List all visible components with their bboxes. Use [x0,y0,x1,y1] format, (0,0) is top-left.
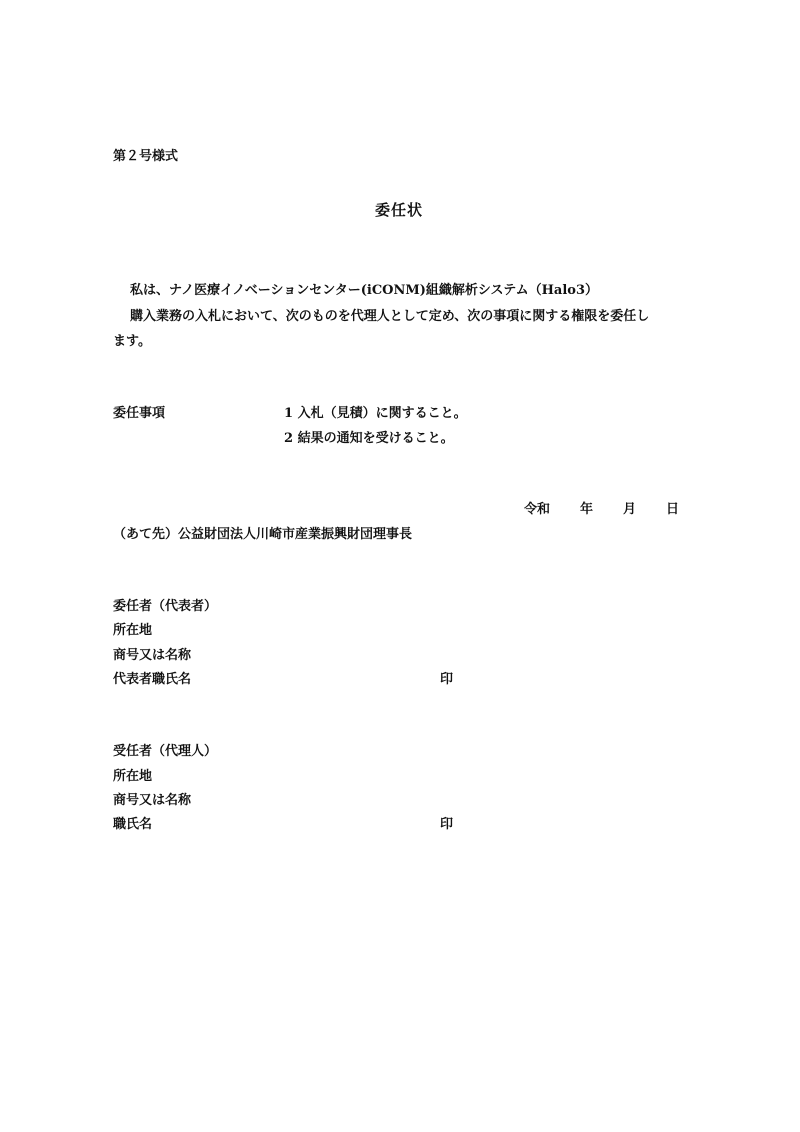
principal-address-label: 所在地 [113,623,153,638]
delegation-item-2: 2 結果の通知を受けること。 [284,431,454,446]
agent-heading: 受任者（代理人） [113,744,218,759]
body-line-3: ます。 [113,334,151,349]
principal-company-label: 商号又は名称 [113,648,192,663]
addressee: （あて先）公益財団法人川崎市産業振興財団理事長 [113,527,413,542]
date-day: 日 [666,502,680,517]
agent-name-label: 職氏名 [113,817,153,832]
principal-heading: 委任者（代表者） [113,599,218,614]
principal-name-label: 代表者職氏名 [113,672,192,687]
delegation-item-1: 1 入札（見積）に関すること。 [284,406,467,421]
agent-seal-mark: 印 [440,817,454,832]
agent-company-label: 商号又は名称 [113,793,192,808]
form-number: 第２号様式 [113,149,179,164]
document-title: 委任状 [375,201,424,219]
agent-address-label: 所在地 [113,769,153,784]
body-line-1: 私は、ナノ医療イノベーションセンター(iCONM)組織解析システム（Halo3） [130,283,598,298]
date-year: 年 [580,502,594,517]
date-era: 令和 [524,502,551,517]
body-line-2: 購入業務の入札において、次のものを代理人として定め、次の事項に関する権限を委任し [130,309,650,324]
date-month: 月 [623,502,637,517]
delegation-label: 委任事項 [113,406,166,421]
principal-seal-mark: 印 [440,672,454,687]
